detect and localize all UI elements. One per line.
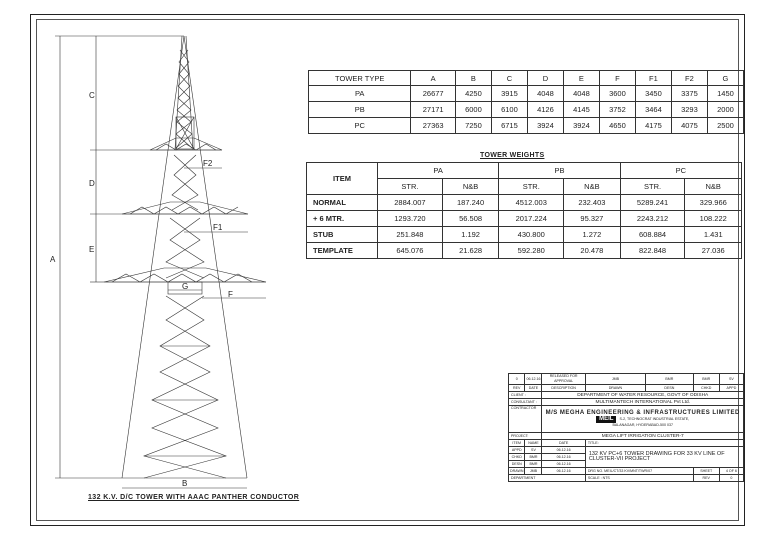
- table-cell: DATE: [542, 440, 585, 447]
- subheader-cell: N&B: [564, 179, 620, 195]
- group-header: PC: [620, 163, 741, 179]
- table-cell: 4650: [599, 118, 635, 134]
- table-cell: SV: [525, 447, 542, 454]
- table-cell: 56.508: [442, 211, 498, 227]
- group-header: PA: [378, 163, 499, 179]
- table-row: [309, 102, 744, 118]
- table-cell: 6000: [455, 102, 491, 118]
- table-cell: 4250: [455, 86, 491, 102]
- sign-header-row: [509, 440, 744, 447]
- table-header-cell: F1: [635, 71, 671, 86]
- subheader-cell: N&B: [442, 179, 498, 195]
- table-cell: 2017.224: [499, 211, 564, 227]
- project-name: MEGA LIFT IRRIGATION CLUSTER-7: [542, 433, 744, 440]
- dim-label-c: C: [89, 91, 95, 100]
- table-cell: DATE: [525, 385, 542, 392]
- consultant-name: MULTIMANTECH INTERNATIONAL Pvt Ltd.: [542, 399, 744, 406]
- table-header-cell: D: [527, 71, 563, 86]
- table-header-cell: F: [599, 71, 635, 86]
- table-cell: 1.192: [442, 227, 498, 243]
- table-cell: DESN: [509, 461, 525, 468]
- table-cell: 06.12.16: [542, 454, 585, 461]
- contractor-label: CONTRACTOR: [509, 406, 542, 433]
- table-cell: 27363: [411, 118, 455, 134]
- table-cell: BMR: [693, 374, 719, 385]
- table-cell: 4126: [527, 102, 563, 118]
- table-cell: 4075: [671, 118, 707, 134]
- dim-label-f2: F2: [203, 159, 213, 168]
- table-cell: CHKD: [693, 385, 719, 392]
- scale-label: SCALE : NTS: [585, 475, 693, 482]
- department-row: [509, 475, 744, 482]
- table-cell: BMR: [646, 374, 694, 385]
- table-header-cell: A: [411, 71, 455, 86]
- table-cell: DESN: [646, 385, 694, 392]
- contractor-name: M/S MEGHA ENGINEERING & INFRASTRUCTURES LIMITED: [545, 409, 740, 416]
- table-cell: 5289.241: [620, 195, 685, 211]
- table-cell: PB: [309, 102, 411, 118]
- table-cell: PC: [309, 118, 411, 134]
- table-cell: 4145: [563, 102, 599, 118]
- dim-label-f: F: [228, 290, 233, 299]
- table-cell: 6715: [491, 118, 527, 134]
- table-cell: BMR: [525, 454, 542, 461]
- table-header-row: [307, 163, 742, 179]
- group-header: PB: [499, 163, 620, 179]
- table-row: [307, 211, 742, 227]
- table-row: [307, 243, 742, 259]
- company-logo: MEIL: [596, 416, 616, 423]
- table-cell: 2243.212: [620, 211, 685, 227]
- subheader-cell: STR.: [620, 179, 685, 195]
- contractor-cell: [542, 406, 744, 433]
- table-cell: DRAWN: [585, 385, 645, 392]
- address-line-2: BALANAGAR, HYDERABAD-500 037: [612, 422, 673, 427]
- table-cell: 26677: [411, 86, 455, 102]
- consultant-row: [509, 399, 744, 406]
- table-cell: NAME: [525, 440, 542, 447]
- table-header-cell: B: [455, 71, 491, 86]
- table-cell: 27.036: [685, 243, 742, 259]
- table-cell: CHKD: [509, 454, 525, 461]
- table-cell: JMB: [525, 468, 542, 475]
- table-header-cell: E: [563, 71, 599, 86]
- table-header-cell: F2: [671, 71, 707, 86]
- table-cell: 21.628: [442, 243, 498, 259]
- drawing-title: 132 KV PC+6 TOWER DRAWING FOR 33 KV LINE OF CLUSTER-VII PROJECT: [585, 447, 743, 468]
- sign-row: [509, 468, 744, 475]
- subheader-cell: STR.: [378, 179, 443, 195]
- table-cell: 1.431: [685, 227, 742, 243]
- table-cell: PA: [309, 86, 411, 102]
- table-cell: 06.12.16: [542, 447, 585, 454]
- table-header-row: [309, 71, 744, 86]
- table-cell: 592.280: [499, 243, 564, 259]
- dim-label-e: E: [89, 245, 95, 254]
- table-cell: JMB: [585, 374, 645, 385]
- tower-weights-table: [306, 162, 742, 259]
- sign-row: [509, 447, 744, 454]
- table-cell: DRAWN: [510, 468, 524, 473]
- table-cell: 2884.007: [378, 195, 443, 211]
- table-cell: APPD: [719, 385, 743, 392]
- table-cell: 3293: [671, 102, 707, 118]
- table-cell: SV: [719, 374, 743, 385]
- table-cell: 1.272: [564, 227, 620, 243]
- dim-label-d: D: [89, 179, 95, 188]
- table-cell: 6100: [491, 102, 527, 118]
- sheet-number: 4 OF 6: [719, 468, 743, 475]
- table-cell: 0: [509, 374, 525, 385]
- dim-label-a: A: [50, 255, 56, 264]
- client-row: [509, 392, 744, 399]
- table-row: [309, 86, 744, 102]
- table-cell: 430.800: [499, 227, 564, 243]
- drawing-caption: 132 K.V. D/C TOWER WITH AAAC PANTHER CONDUCTOR: [88, 494, 300, 501]
- tower-type-table: [308, 70, 744, 134]
- table-cell: 1293.720: [378, 211, 443, 227]
- row-label: TEMPLATE: [307, 243, 378, 259]
- item-header: ITEM: [307, 163, 378, 195]
- table-cell: RELEASED FOR APPROVAL: [542, 374, 585, 385]
- consultant-label: CONSULTANT :: [509, 399, 542, 406]
- table-cell: 329.966: [685, 195, 742, 211]
- table-cell: 06.12.16: [542, 461, 585, 468]
- table-cell: DESCRIPTION: [542, 385, 585, 392]
- row-label: NORMAL: [307, 195, 378, 211]
- table-header-cell: C: [491, 71, 527, 86]
- subheader-cell: STR.: [499, 179, 564, 195]
- table-cell: 3375: [671, 86, 707, 102]
- client-name: DEPARTMENT OF WATER RESOURCE, GOVT OF ODISHA: [542, 392, 744, 399]
- table-row: [307, 227, 742, 243]
- dim-label-b: B: [182, 479, 188, 488]
- drawing-number: DRG NO. MEIL/CT/33 KV/MNT/TWR/07: [585, 468, 693, 475]
- department-label: DEPARTMENT: [509, 475, 586, 482]
- contractor-row: [509, 406, 744, 433]
- table-cell: 4048: [527, 86, 563, 102]
- table-cell: 95.327: [564, 211, 620, 227]
- project-row: [509, 433, 744, 440]
- table-cell: 2500: [707, 118, 743, 134]
- table-cell: 1450: [707, 86, 743, 102]
- table-cell: 3464: [635, 102, 671, 118]
- rev-number: 0: [719, 475, 743, 482]
- table-cell: 251.848: [378, 227, 443, 243]
- table-cell: 3915: [491, 86, 527, 102]
- address-line-1: S-2, TECHNOCRAT INDUSTRIAL ESTATE,: [619, 416, 690, 421]
- table-cell: APPD: [509, 447, 525, 454]
- dim-label-g: G: [182, 282, 189, 291]
- table-cell: 3450: [635, 86, 671, 102]
- table-cell: REV: [509, 385, 525, 392]
- table-cell: 645.076: [378, 243, 443, 259]
- table-cell: 06.12.16: [542, 468, 585, 475]
- rev-label: REV: [693, 475, 719, 482]
- table-cell: 4175: [635, 118, 671, 134]
- table-cell: 20.478: [564, 243, 620, 259]
- table-cell: 27171: [411, 102, 455, 118]
- title-label: TITLE:: [585, 440, 743, 447]
- table-row: [307, 195, 742, 211]
- table-cell: 187.240: [442, 195, 498, 211]
- table-cell: BMR: [525, 461, 542, 468]
- table-cell: 3924: [563, 118, 599, 134]
- revision-header-row: [509, 385, 744, 392]
- table-cell: 3600: [599, 86, 635, 102]
- table-cell: 2000: [707, 102, 743, 118]
- project-label: PROJECT:: [509, 433, 542, 440]
- table-cell: 4048: [563, 86, 599, 102]
- table-cell: 108.222: [685, 211, 742, 227]
- table-row: [309, 118, 744, 134]
- subheader-cell: N&B: [685, 179, 742, 195]
- table-cell: 06.12.16: [525, 374, 542, 385]
- table-cell: 232.403: [564, 195, 620, 211]
- table-cell: 7250: [455, 118, 491, 134]
- client-label: CLIENT :: [509, 392, 542, 399]
- table-cell: ITEM: [509, 440, 525, 447]
- table-cell: 608.884: [620, 227, 685, 243]
- table-header-cell: TOWER TYPE: [309, 71, 411, 86]
- revision-row: [509, 374, 744, 385]
- tower-weights-title: TOWER WEIGHTS: [480, 152, 545, 159]
- table-header-cell: G: [707, 71, 743, 86]
- row-label: STUB: [307, 227, 378, 243]
- sheet-label: SHEET: [693, 468, 719, 475]
- table-cell: 3924: [527, 118, 563, 134]
- table-cell: 822.848: [620, 243, 685, 259]
- table-cell: 4512.003: [499, 195, 564, 211]
- title-block: [508, 373, 744, 482]
- table-cell: 3752: [599, 102, 635, 118]
- row-label: + 6 MTR.: [307, 211, 378, 227]
- dim-label-f1: F1: [213, 223, 223, 232]
